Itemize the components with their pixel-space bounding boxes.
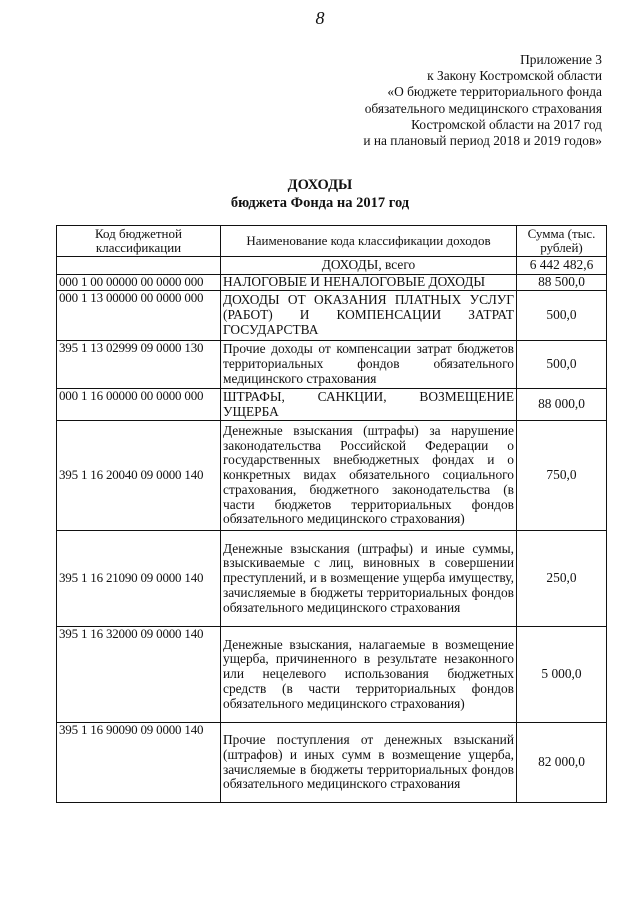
header-name: Наименование кода классификации доходов [221,226,517,257]
appendix-line: «О бюджете территориального фонда [387,84,602,100]
row-sum: 500,0 [517,341,607,389]
title-line-1: ДОХОДЫ [287,177,353,193]
row-sum: 5 000,0 [517,627,607,723]
appendix-header [242,52,602,149]
table-row [57,531,607,627]
row-name: НАЛОГОВЫЕ И НЕНАЛОГОВЫЕ ДОХОДЫ [221,275,517,291]
total-sum: 6 442 482,6 [517,257,607,275]
page-number: 8 [315,8,325,28]
row-name: Денежные взыскания, налагаемые в возмещение ущерба, причиненного в результате незаконного или нецелевого использования бюджетных средств (в части территориальных фондов обязательного медицинского страхования) [221,627,517,723]
row-name: Прочие доходы от компенсации затрат бюджетов территориальных фондов обязательного медицинского страхования [221,341,517,389]
header-sum: Сумма (тыс. рублей) [517,226,607,257]
title-line-2: бюджета Фонда на 2017 год [230,195,410,211]
row-name: Денежные взыскания (штрафы) за нарушение законодательства Российской Федерации о государственных внебюджетных фондах и о конкретных видах обязательного социального страхования, бюджетного законодательства (в части бюджетов территориальных фондов обязательного медицинского страхования) [221,421,517,531]
row-code: 000 1 16 00000 00 0000 000 [57,389,221,421]
appendix-line: к Закону Костромской области [427,68,602,84]
appendix-line: Костромской области на 2017 год [411,116,602,132]
table-row [57,389,607,421]
row-name: Денежные взыскания (штрафы) и иные суммы, взыскиваемые с лиц, виновных в совершении преступлений, и в возмещение ущерба имуществу, зачисляемые в бюджеты территориальных фондов обязательного медицинского страхования [221,531,517,627]
table-row [57,723,607,803]
row-sum: 250,0 [517,531,607,627]
row-code: 395 1 13 02999 09 0000 130 [57,341,221,389]
appendix-line: обязательного медицинского страхования [364,100,602,116]
row-name: ШТРАФЫ, САНКЦИИ, ВОЗМЕЩЕНИЕ УЩЕРБА [221,389,517,421]
total-code-cell [57,257,221,275]
total-row [57,257,607,275]
row-sum: 88 000,0 [517,389,607,421]
header-code: Код бюджетной классификации [57,226,221,257]
table-row [57,275,607,291]
row-sum: 750,0 [517,421,607,531]
table-row [57,627,607,723]
total-label: ДОХОДЫ, всего [221,257,517,275]
table-row [57,421,607,531]
table-row [57,291,607,341]
appendix-line: Приложение 3 [520,52,602,67]
row-code: 395 1 16 90090 09 0000 140 [57,723,221,803]
row-code: 000 1 13 00000 00 0000 000 [57,291,221,341]
document-title [0,176,640,212]
revenue-table [56,225,607,803]
table-header-row [57,226,607,257]
row-code: 395 1 16 21090 09 0000 140 [57,531,221,627]
row-name: ДОХОДЫ ОТ ОКАЗАНИЯ ПЛАТНЫХ УСЛУГ (РАБОТ) И КОМПЕНСАЦИИ ЗАТРАТ ГОСУДАРСТВА [221,291,517,341]
appendix-line: и на плановый период 2018 и 2019 годов» [363,133,602,149]
row-name: Прочие поступления от денежных взысканий (штрафов) и иных сумм в возмещение ущерба, зачисляемые в бюджеты территориальных фондов обязательного медицинского страхования [221,723,517,803]
table-row [57,341,607,389]
row-sum: 88 500,0 [517,275,607,291]
row-sum: 500,0 [517,291,607,341]
row-code: 000 1 00 00000 00 0000 000 [57,275,221,291]
row-code: 395 1 16 32000 09 0000 140 [57,627,221,723]
row-sum: 82 000,0 [517,723,607,803]
row-code: 395 1 16 20040 09 0000 140 [57,421,221,531]
